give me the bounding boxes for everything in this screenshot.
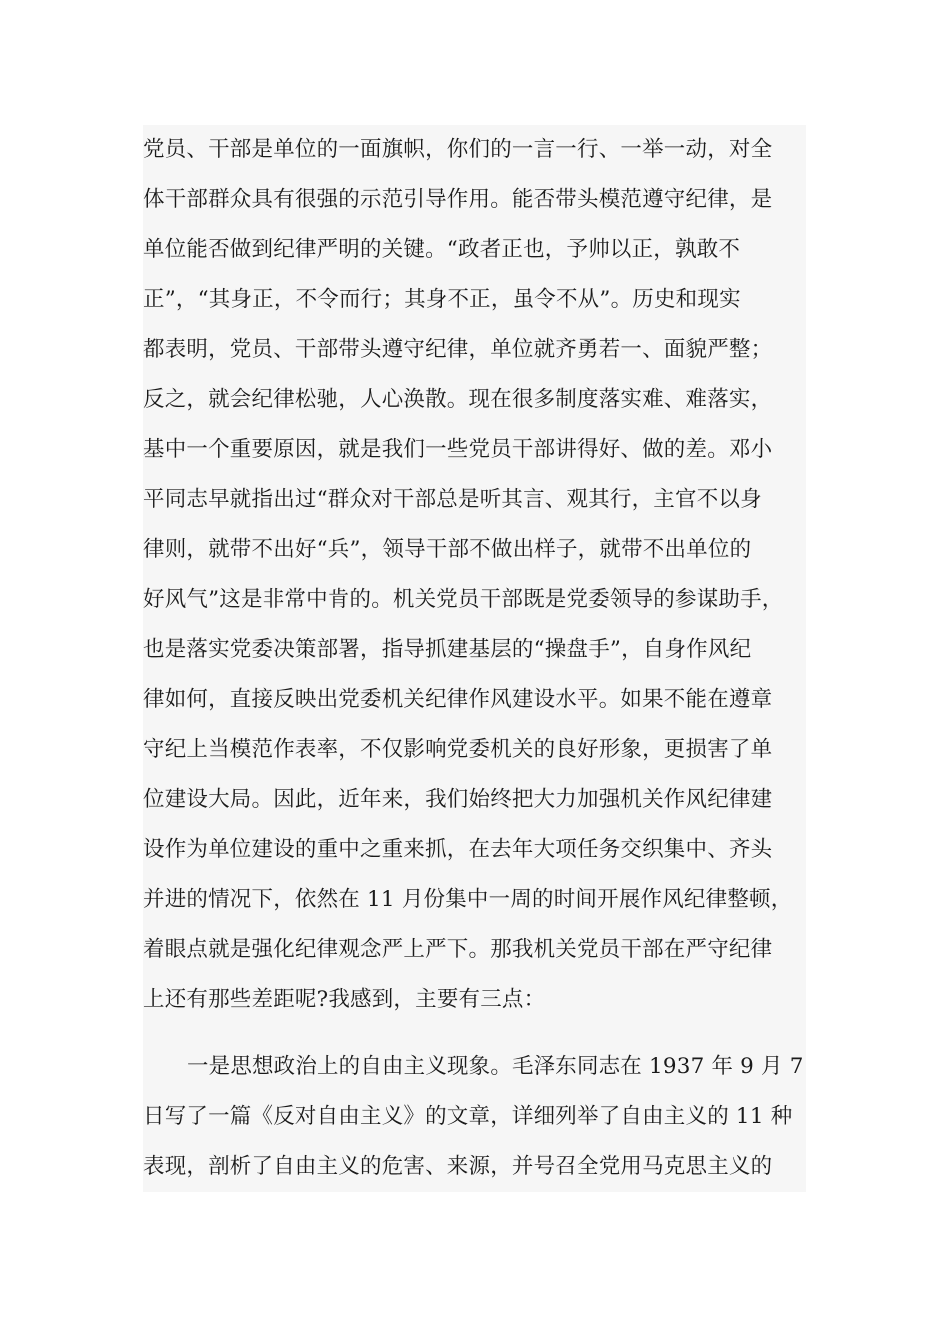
paragraph-line: 基中一个重要原因，就是我们一些党员干部讲得好、做的差。邓小 <box>143 437 773 462</box>
paragraph-line: 党员、干部是单位的一面旗帜，你们的一言一行、一举一动，对全 <box>143 137 773 162</box>
paragraph-line: 上还有那些差距呢?我感到，主要有三点： <box>143 987 546 1012</box>
paragraph-line: 位建设大局。因此，近年来，我们始终把大力加强机关作风纪律建 <box>143 787 773 812</box>
paragraph-line: 律则，就带不出好“兵”，领导干部不做出样子，就带不出单位的 <box>143 537 752 562</box>
text-block <box>143 125 806 1192</box>
paragraph-line: 单位能否做到纪律严明的关键。“政者正也，予帅以正，孰敢不 <box>143 237 741 262</box>
paragraph-line: 着眼点就是强化纪律观念严上严下。那我机关党员干部在严守纪律 <box>143 937 773 962</box>
paragraph-line: 好风气”这是非常中肯的。机关党员干部既是党委领导的参谋助手， <box>143 587 784 612</box>
paragraph-line: 体干部群众具有很强的示范引导作用。能否带头模范遵守纪律，是 <box>143 187 773 212</box>
paragraph-line: 律如何，直接反映出党委机关纪律作风建设水平。如果不能在遵章 <box>143 687 773 712</box>
paragraph-line: 平同志早就指出过“群众对干部总是听其言、观其行，主官不以身 <box>143 487 762 512</box>
paragraph-line: 一是思想政治上的自由主义现象。毛泽东同志在 1937 年 9 月 7 <box>187 1054 804 1079</box>
paragraph-line: 日写了一篇《反对自由主义》的文章，详细列举了自由主义的 11 种 <box>143 1104 793 1129</box>
paragraph-line: 都表明，党员、干部带头遵守纪律，单位就齐勇若一、面貌严整； <box>143 337 773 362</box>
paragraph-line: 正”，“其身正，不令而行；其身不正，虽令不从”。历史和现实 <box>143 287 741 312</box>
paragraph-line: 也是落实党委决策部署，指导抓建基层的“操盘手”，自身作风纪 <box>143 637 752 662</box>
paragraph-line: 反之，就会纪律松驰，人心涣散。现在很多制度落实难、难落实， <box>143 387 773 412</box>
paragraph-line: 表现，剖析了自由主义的危害、来源，并号召全党用马克思主义的 <box>143 1154 773 1179</box>
paragraph-line: 设作为单位建设的重中之重来抓，在去年大项任务交织集中、齐头 <box>143 837 773 862</box>
paragraph-line: 并进的情况下，依然在 11 月份集中一周的时间开展作风纪律整顿， <box>143 887 793 912</box>
paragraph-line: 守纪上当模范作表率，不仅影响党委机关的良好形象，更损害了单 <box>143 737 773 762</box>
